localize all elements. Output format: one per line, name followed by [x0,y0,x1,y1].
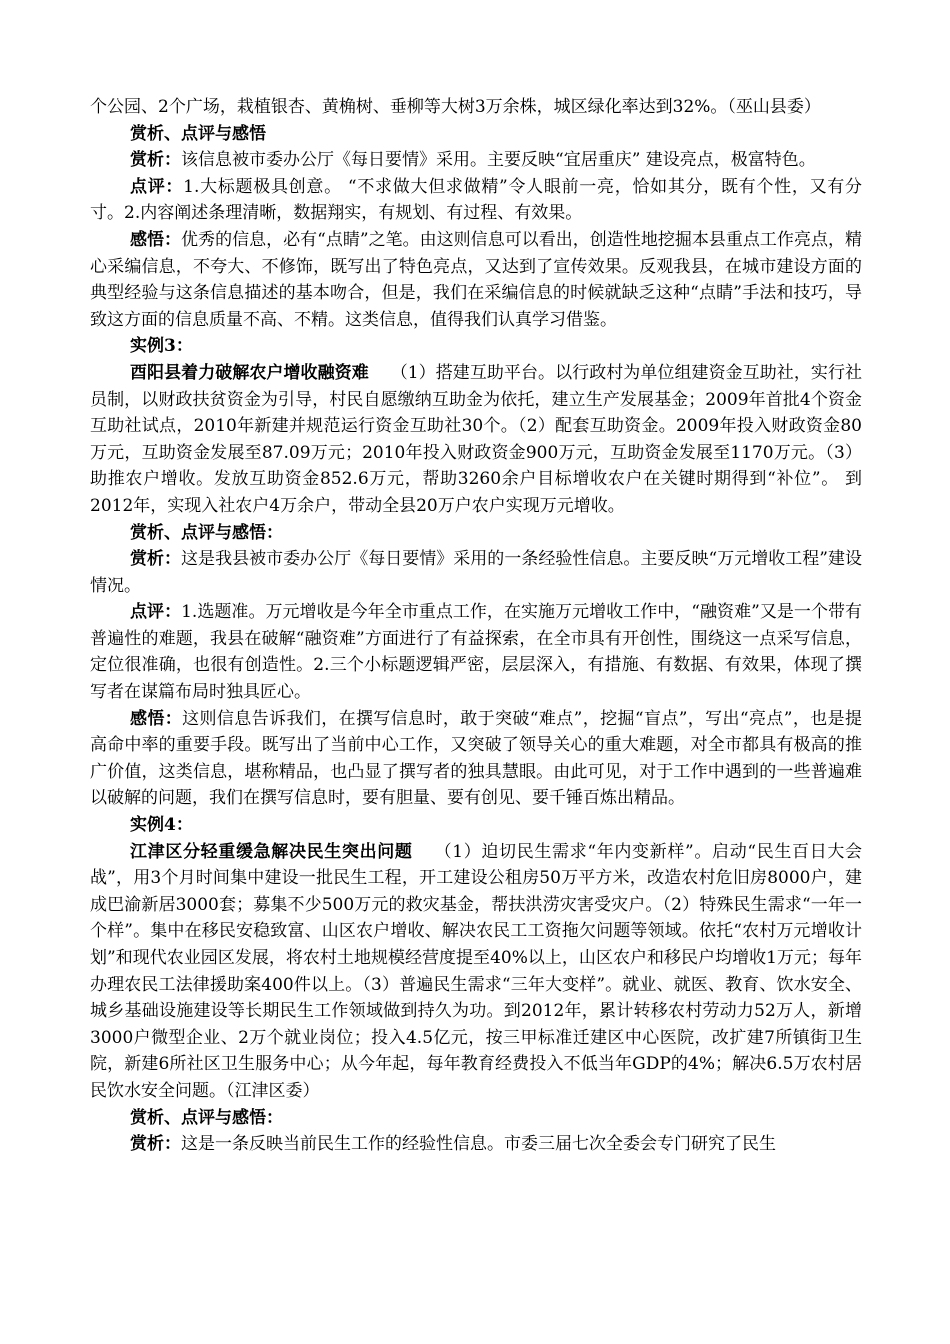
commentary-text: 这是一条反映当前民生工作的经验性信息。市委三届七次全委会专门研究了民生 [181,1134,776,1155]
commentary-paragraph [90,706,862,812]
document-body [90,94,862,1158]
example-title: 江津区分轻重缓急解决民生突出问题 [130,841,413,862]
body-paragraph [90,94,862,121]
example-text: （1）搭建互助平台。以行政村为单位组建资金互助社，实行社员制，以财政扶贫资金为引导，村民自愿缴纳互助金为依托，建立生产发展基金；2009年首批4个资金互助社试点，2010年新建并规范运行资金互助社30个。（2）配套互助资金。2009年投入财政资金80万元，互助资金发展至87.09万元；2010年投入财政资金900万元，互助资金发展至1170万元。（3）助推农户增收。发放互助资金852.6万元，帮助3260余户目标增收农户在关键时期得到“补位”。 到2012年，实现入社农户4万余户，带动全县20万户农户实现万元增收。 [90,362,862,516]
commentary-label: 点评： [130,176,184,197]
commentary-paragraph [90,227,862,333]
commentary-paragraph [90,599,862,705]
section-heading: 赏析、点评与感悟： [130,1107,283,1128]
commentary-text: 优秀的信息，必有“点睛”之笔。由这则信息可以看出，创造性地挖掘本县重点工作亮点，精心采编信息，不夸大、不修饰，既写出了特色亮点，又达到了宣传效果。反观我县，在城市建设方面的典型经验与这条信息描述的基本吻合，但是，我们在采编信息的时候就缺乏这种“点睛”手法和技巧，导致这方面的信息质量不高、不精。这类信息，值得我们认真学习借鉴。 [90,229,862,330]
commentary-paragraph [90,147,862,174]
commentary-label: 感悟： [130,229,182,250]
commentary-label: 赏析： [130,549,182,570]
commentary-text: 这则信息告诉我们，在撰写信息时，敢于突破“难点”，挖掘“盲点”，写出“亮点”，也是提高命中率的重要手段。既写出了当前中心工作，又突破了领导关心的重大难题，对全市都具有极高的推广价值，这类信息，堪称精品，也凸显了撰写者的独具慧眼。由此可见，对于工作中遇到的一些普遍难以破解的问题，我们在撰写信息时，要有胆量、要有创见、要千锤百炼出精品。 [90,708,862,809]
commentary-text: 1.大标题极具创意。 “不求做大但求做精”令人眼前一亮，恰如其分，既有个性，又有分寸。2.内容阐述条理清晰，数据翔实，有规划、有过程、有效果。 [90,176,863,224]
example-paragraph [90,360,862,520]
commentary-text: 1.选题准。万元增收是今年全市重点工作，在实施万元增收工作中，“融资难”又是一个带有普遍性的难题，我县在破解“融资难”方面进行了有益探索，在全市具有开创性，围绕这一点采写信息，定位很准确，也很有创造性。2.三个小标题逻辑严密，层层深入，有措施、有数据、有效果，体现了撰写者在谋篇布局时独具匠心。 [90,602,863,703]
section-heading: 实例4： [130,815,193,836]
paragraph-text: 个公园、2个广场，栽植银杏、黄桷树、垂柳等大树3万余株，城区绿化率达到32%。（巫山县委） [90,97,821,117]
commentary-label: 赏析： [130,1134,181,1155]
example-title: 酉阳县着力破解农户增收融资难 [130,362,369,383]
commentary-paragraph [90,1131,862,1158]
section-heading: 实例3： [130,336,193,357]
example-paragraph [90,839,862,1105]
section-heading: 赏析、点评与感悟： [130,522,283,543]
commentary-label: 点评： [130,602,182,623]
commentary-text: 这是我县被市委办公厅《每日要情》采用的一条经验性信息。主要反映“万元增收工程”建设情况。 [90,549,862,596]
commentary-label: 赏析： [130,150,181,171]
commentary-paragraph [90,174,862,227]
example-text: （1）迫切民生需求“年内变新样”。启动“民生百日大会战”，用3个月时间集中建设一批民生工程，开工建设公租房50万平方米，改造农村危旧房8000户，建成巴渝新居3000套；募集不少500万元的救灾基金，帮扶洪涝灾害受灾户。（2）特殊民生需求“一年一个样”。集中在移民安稳致富、山区农户增收、解决农民工工资拖欠问题等领域。依托“农村万元增收计划”和现代农业园区发展，将农村土地规模经营度提至40%以上，山区农户和移民户均增收1万元；每年办理农民工法律援助案400件以上。（3）普遍民生需求“三年大变样”。就业、就医、教育、饮水安全、城乡基础设施建设等长期民生工作领域做到持久为功。到2012年，累计转移农村劳动力52万人，新增3000户微型企业、2万个就业岗位；投入4.5亿元，按三甲标准迁建区中心医院，改扩建7所镇街卫生院，新建6所社区卫生服务中心；从今年起，每年教育经费投入不低当年GDP的4%；解决6.5万农村居民饮水安全问题。（江津区委） [90,841,863,1101]
commentary-label: 感悟： [130,708,183,729]
section-heading: 赏析、点评与感悟 [130,123,266,144]
commentary-paragraph [90,546,862,599]
commentary-text: 该信息被市委办公厅《每日要情》采用。主要反映“宜居重庆” 建设亮点，极富特色。 [181,150,816,171]
